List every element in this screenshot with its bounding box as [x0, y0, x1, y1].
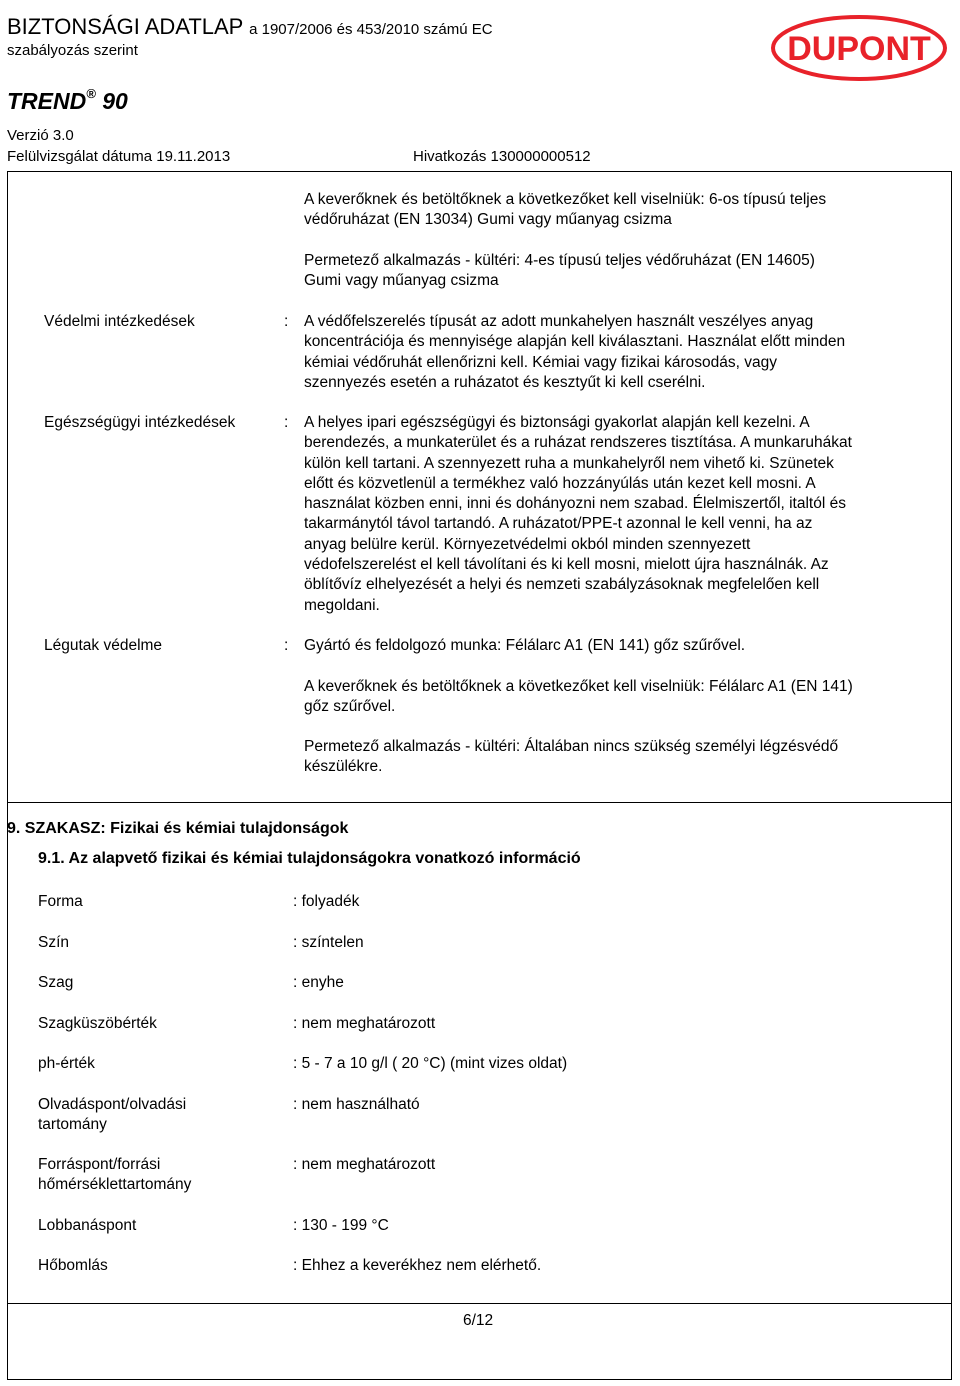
reference-number: Hivatkozás 130000000512	[413, 148, 591, 165]
text-line: A helyes ipari egészségügyi és biztonsági gyakorlat alapján kell kezelni. A	[304, 414, 810, 431]
bottom-border	[7, 1379, 952, 1380]
footer-divider	[7, 1303, 952, 1304]
text-line: előtt és közvetlenül a termékhez való hozzányúlás után kezet kell mosni. A	[304, 474, 816, 492]
property-value-odor-threshold: : nem meghatározott	[293, 1015, 436, 1032]
right-border	[951, 171, 952, 1380]
text-line: védofelszerelést el kell távolítani és ki kell mosni, mielott újra használnák. Az	[304, 556, 829, 574]
text-line: Forráspont/forrási	[38, 1156, 161, 1173]
text-line: Gumi vagy műanyag csizma	[304, 272, 499, 290]
text-line: anyag belülre kerül. Környezetvédelmi okból minden szennyezett	[304, 535, 751, 553]
property-value-decomposition: : Ehhez a keverékhez nem elérhető.	[293, 1257, 542, 1274]
text-line: védőruházat (EN 13034) Gumi vagy műanyag csizma	[304, 211, 672, 229]
colon: :	[284, 313, 289, 330]
document-title	[7, 14, 493, 40]
text-line: készülékre.	[304, 758, 383, 776]
property-value-flash-point: : 130 - 199 °C	[293, 1217, 389, 1234]
dupont-logo-icon	[770, 14, 948, 82]
property-value-melting-point: : nem használható	[293, 1096, 420, 1113]
left-border	[7, 171, 8, 1380]
text-line: Gyártó és feldolgozó munka: Félálarc A1 (EN 141) gőz szűrővel.	[304, 637, 746, 654]
intro-paragraph-2	[304, 251, 934, 292]
text-line: szennyezés esetén a ruházatot és kesztyűt ki kell cserélni.	[304, 373, 706, 391]
property-label-boiling-point	[38, 1155, 278, 1196]
property-label-decomposition: Hőbomlás	[38, 1257, 108, 1274]
text-line: külön kell tartani. A szennyezett ruha a munkahelyről nem vihető ki. Szünetek	[304, 454, 834, 472]
property-label-odor-threshold: Szagküszöbérték	[38, 1015, 157, 1032]
registered-mark: ®	[86, 86, 96, 101]
respiratory-paragraph-2	[304, 677, 934, 718]
text-line: takarmánytól távol tartandó. A ruházatot/PPE-t azonnal le kell venni, ha az	[304, 515, 813, 533]
product-name-text: TREND	[7, 88, 87, 114]
text-line: A védőfelszerelés típusát az adott munkahelyen használt veszélyes anyag	[304, 313, 814, 330]
title-regulation: a 1907/2006 és 453/2010 számú EC	[249, 21, 493, 38]
product-name	[7, 88, 128, 115]
colon: :	[284, 414, 289, 431]
text-line: gőz szűrővel.	[304, 698, 396, 716]
intro-paragraph-1	[304, 190, 934, 231]
colon: :	[284, 637, 289, 654]
text-line: koncentrációja és mennyisége alapján kell kiválasztani. Használat előtt minden	[304, 333, 846, 351]
text-line: megoldani.	[304, 596, 380, 614]
property-label-ph: ph-érték	[38, 1055, 95, 1072]
section-9-1-heading: 9.1. Az alapvető fizikai és kémiai tulajdonságokra vonatkozó információ	[38, 850, 581, 867]
title-regulation-line2: szabályozás szerint	[7, 42, 138, 59]
text-line: Permetező alkalmazás - kültéri: Általában nincs szükség személyi légzésvédő	[304, 738, 839, 755]
text-line: használat közben enni, inni és dohányozni nem szabad. Élelmiszertől, italtól és	[304, 495, 846, 513]
property-label-color: Szín	[38, 934, 70, 951]
text-line: A keverőknek és betöltőknek a következőket kell viselniük: Félálarc A1 (EN 141)	[304, 678, 853, 695]
text-line: öblítővíz elhelyezését a helyi és nemzeti szabályzásoknak megfelelően kell	[304, 576, 820, 594]
text-line: A keverőknek és betöltőknek a következőket kell viselniük: 6-os típusú teljes	[304, 191, 827, 208]
property-value-ph: : 5 - 7 a 10 g/l ( 20 °C) (mint vizes oldat)	[293, 1055, 568, 1072]
text-line: kémiai védőruhát ellenőrizni kell. Kémiai vagy fizikai károsodás, vagy	[304, 353, 777, 371]
hygiene-measures-label: Egészségügyi intézkedések	[44, 414, 236, 431]
header-divider	[7, 171, 952, 172]
respiratory-paragraph-3	[304, 737, 934, 778]
protective-measures-label: Védelmi intézkedések	[44, 313, 195, 330]
hygiene-measures-text	[304, 413, 934, 616]
product-number: 90	[102, 88, 128, 114]
section-9-heading: 9. SZAKASZ: Fizikai és kémiai tulajdonságok	[7, 820, 349, 837]
logo-text: DUPONT	[787, 30, 931, 68]
property-label-melting-point	[38, 1095, 278, 1136]
property-value-odor: : enyhe	[293, 974, 344, 991]
dupont-logo	[770, 14, 948, 82]
text-line: berendezés, a munkaterület és a ruházat rendszeres tisztítása. A munkaruhákat	[304, 434, 852, 452]
revision-date: Felülvizsgálat dátuma 19.11.2013	[7, 148, 231, 165]
protective-measures-text	[304, 312, 934, 393]
title-main: BIZTONSÁGI ADATLAP	[7, 14, 243, 39]
property-value-boiling-point: : nem meghatározott	[293, 1156, 436, 1173]
respiratory-protection-label: Légutak védelme	[44, 637, 163, 654]
text-line: Olvadáspont/olvadási	[38, 1096, 187, 1113]
property-value-color: : színtelen	[293, 934, 364, 951]
property-value-form: : folyadék	[293, 893, 360, 910]
property-label-odor: Szag	[38, 974, 74, 991]
text-line: tartomány	[38, 1116, 107, 1134]
page-number: 6/12	[463, 1312, 494, 1329]
respiratory-protection-text	[304, 636, 934, 656]
section9-divider	[7, 802, 952, 803]
property-label-form: Forma	[38, 893, 83, 910]
property-label-flash-point: Lobbanáspont	[38, 1217, 137, 1234]
text-line: Permetező alkalmazás - kültéri: 4-es típusú teljes védőruházat (EN 14605)	[304, 252, 815, 269]
version-label: Verzió 3.0	[7, 127, 74, 144]
text-line: hőmérséklettartomány	[38, 1176, 192, 1194]
